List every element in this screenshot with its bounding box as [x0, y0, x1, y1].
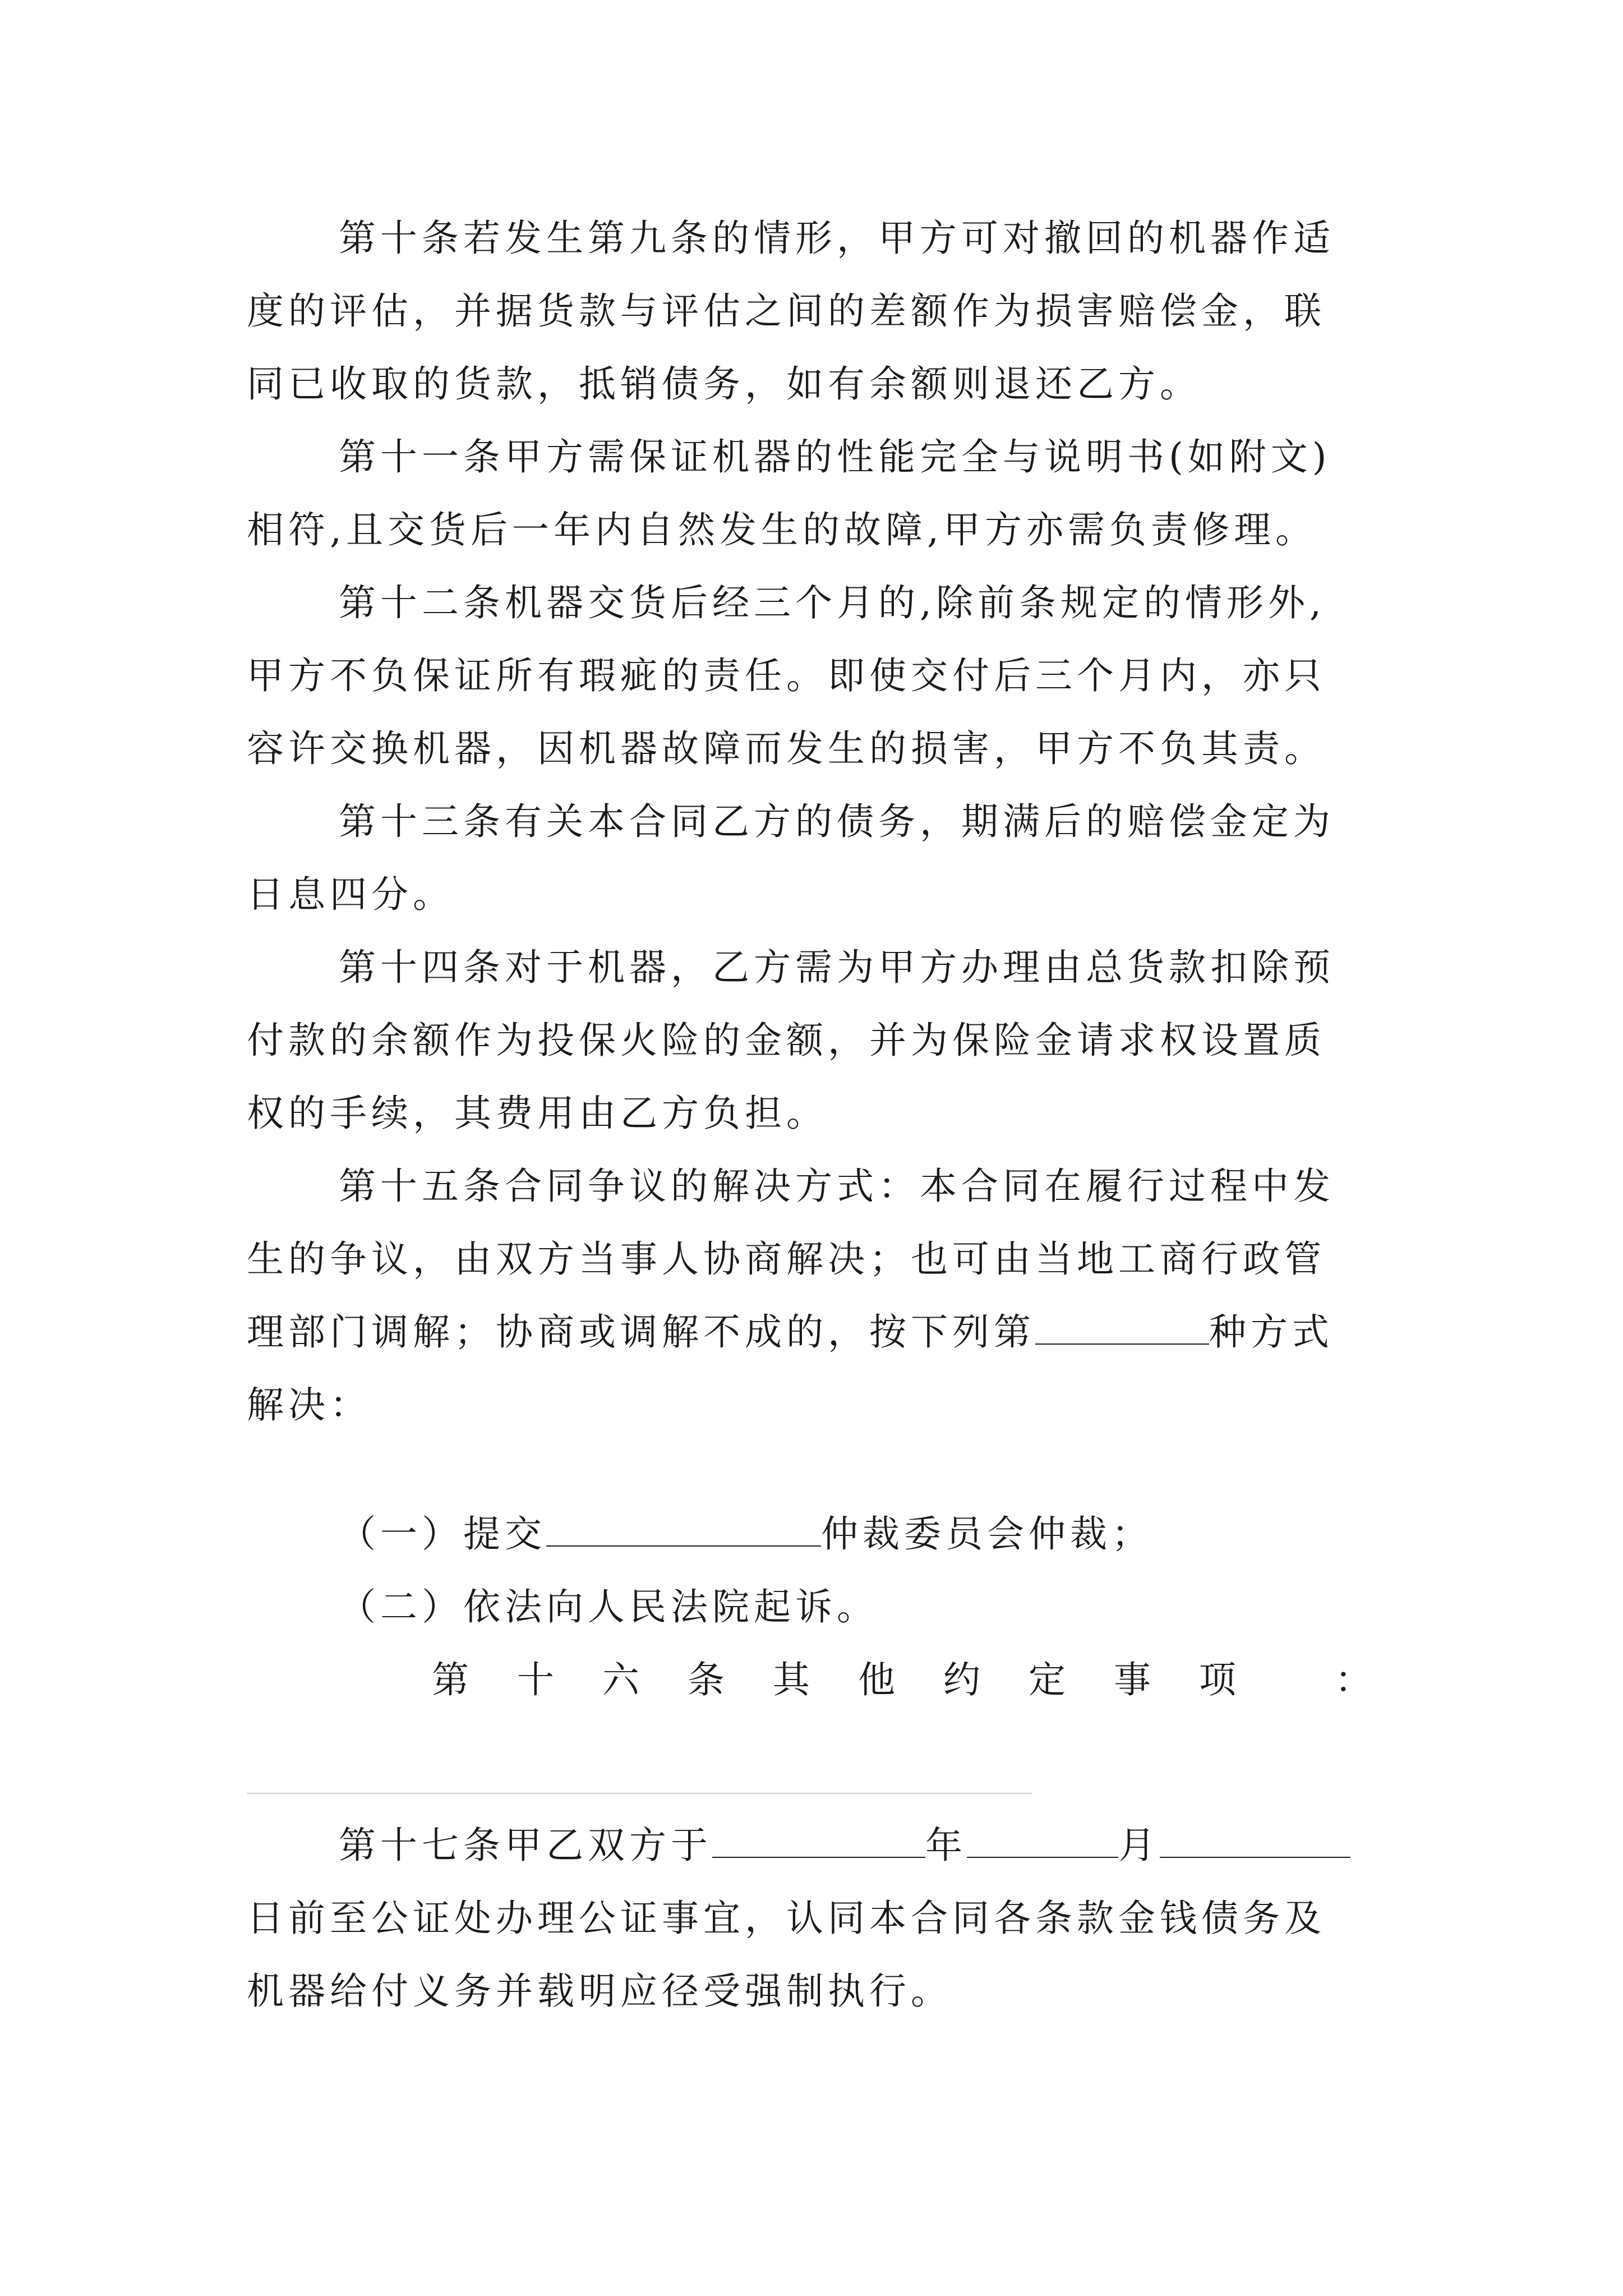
article-16-char: 项 [1199, 1658, 1236, 1701]
article-12-line-2: 甲方不负保证所有瑕疵的责任。即使交付后三个月内，亦只 [247, 654, 1326, 697]
article-10-line-3: 同已收取的货款，抵销债务，如有余额则退还乙方。 [247, 362, 1201, 406]
arbitration-committee-blank[interactable] [546, 1515, 821, 1547]
article-17-line-2: 日前至公证处办理公证事宜，认同本合同各条款金钱债务及 [247, 1897, 1326, 1940]
option-2: （二）依法向人民法院起诉。 [339, 1585, 878, 1628]
article-14-line-2: 付款的余额作为投保火险的金额，并为保险金请求权设置质 [247, 1019, 1326, 1062]
option-1-text: （一）提交 [339, 1512, 546, 1556]
article-16-char: 其 [773, 1658, 810, 1701]
article-15-line-3 [247, 1310, 1334, 1355]
day-blank[interactable] [1160, 1826, 1350, 1858]
article-16-char: 十 [517, 1658, 554, 1701]
option-1 [339, 1512, 1153, 1557]
article-15-line-2: 生的争议，由双方当事人协商解决；也可由当地工商行政管 [247, 1237, 1326, 1281]
article-17-line-3: 机器给付义务并载明应径受强制执行。 [247, 1970, 952, 2013]
article-16-char: 条 [688, 1658, 725, 1701]
article-14-line-1: 第十四条对于机器，乙方需为甲方办理由总货款扣除预 [339, 946, 1335, 989]
article-13-line-1: 第十三条有关本合同乙方的债务，期满后的赔偿金定为 [339, 800, 1335, 843]
article-11-line-2: 相符,且交货后一年内自然发生的故障,甲方亦需负责修理。 [247, 508, 1317, 551]
article-15-line-3-tail: 种方式 [1209, 1310, 1334, 1354]
method-number-blank[interactable] [1035, 1313, 1209, 1345]
article-12-line-1: 第十二条机器交货后经三个月的,除前条规定的情形外, [339, 581, 1326, 624]
article-12-line-3: 容许交换机器，因机器故障而发生的损害，甲方不负其责。 [247, 727, 1326, 770]
year-label: 年 [925, 1824, 967, 1867]
month-blank[interactable] [967, 1826, 1118, 1858]
article-11-line-1: 第十一条甲方需保证机器的性能完全与说明书(如附文) [339, 435, 1331, 478]
article-15-line-1: 第十五条合同争议的解决方式：本合同在履行过程中发 [339, 1165, 1335, 1208]
article-16-char: 定 [1029, 1658, 1066, 1701]
article-17-line-1 [339, 1823, 1350, 1868]
article-16-char: ： [1335, 1658, 1372, 1701]
article-14-line-3: 权的手续，其费用由乙方负担。 [247, 1092, 828, 1135]
article-16-char: 六 [602, 1658, 639, 1701]
article-16-char: 他 [858, 1658, 895, 1701]
article-15-line-4: 解决： [247, 1383, 371, 1427]
year-blank[interactable] [712, 1826, 925, 1858]
article-16-char: 第 [432, 1658, 469, 1701]
month-label: 月 [1118, 1824, 1160, 1867]
article-17-line-1-text: 第十七条甲乙双方于 [339, 1824, 712, 1867]
option-1-tail: 仲裁委员会仲裁； [821, 1512, 1153, 1556]
article-15-line-3-text: 理部门调解；协商或调解不成的，按下列第 [247, 1310, 1035, 1354]
article-10-line-1: 第十条若发生第九条的情形，甲方可对撤回的机器作适 [339, 217, 1335, 260]
article-16-char: 约 [943, 1658, 980, 1701]
article-13-line-2: 日息四分。 [247, 873, 454, 916]
article-10-line-2: 度的评估，并据货款与评估之间的差额作为损害赔偿金，联 [247, 289, 1326, 333]
other-matters-blank-line[interactable] [247, 1793, 1032, 1794]
article-16-char: 事 [1114, 1658, 1151, 1701]
